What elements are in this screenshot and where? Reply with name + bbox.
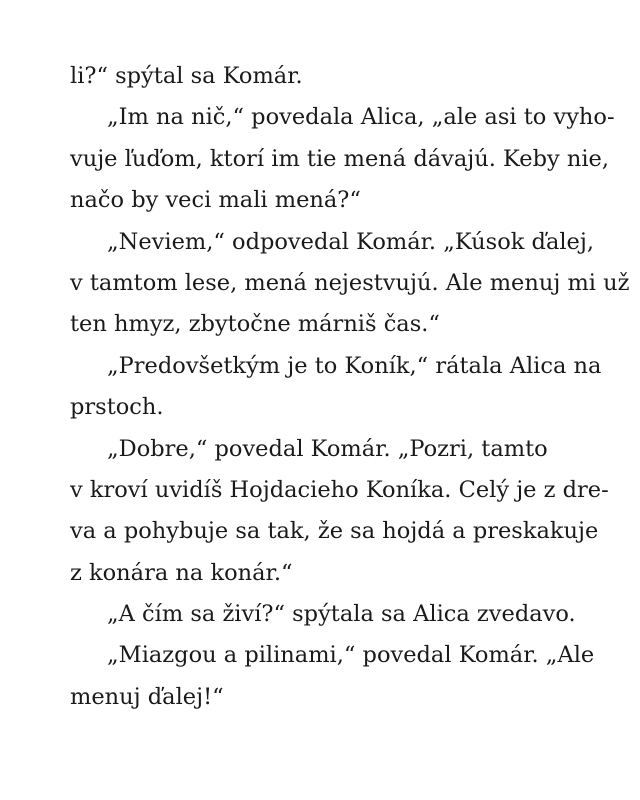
text-line: načo by veci mali mená?“	[70, 187, 361, 214]
text-line: ten hmyz, zbytočne márniš čas.“	[70, 311, 440, 338]
text-line: „Neviem,“ odpovedal Komár. „Kúsok ďalej,	[107, 228, 595, 255]
text-line: va a pohybuje sa tak, že sa hojdá a preskakuje	[70, 518, 599, 545]
text-line: menuj ďalej!“	[70, 683, 224, 710]
text-line: „Miazgou a pilinami,“ povedal Komár. „Ale	[107, 642, 595, 669]
text-line: li?“ spýtal sa Komár.	[70, 63, 303, 89]
text-line: „A čím sa živí?“ spýtala sa Alica zvedavo.	[107, 601, 576, 628]
text-line: prstoch.	[70, 394, 164, 421]
text-line: vuje ľuďom, ktorí im tie mená dávajú. Keby nie,	[70, 145, 610, 172]
text-line: v kroví uvidíš Hojdacieho Koníka. Celý je z dre-	[70, 476, 609, 503]
text-line: „Im na nič,“ povedala Alica, „ale asi to vyho-	[107, 104, 615, 131]
text-line: v tamtom lese, mená nejestvujú. Ale menuj mi už	[70, 269, 630, 296]
text-line: „Dobre,“ povedal Komár. „Pozri, tamto	[107, 435, 548, 462]
page-text	[70, 56, 630, 718]
text-line: z konára na konár.“	[70, 559, 293, 586]
text-line: „Predovšetkým je to Koník,“ rátala Alica na	[107, 352, 602, 379]
